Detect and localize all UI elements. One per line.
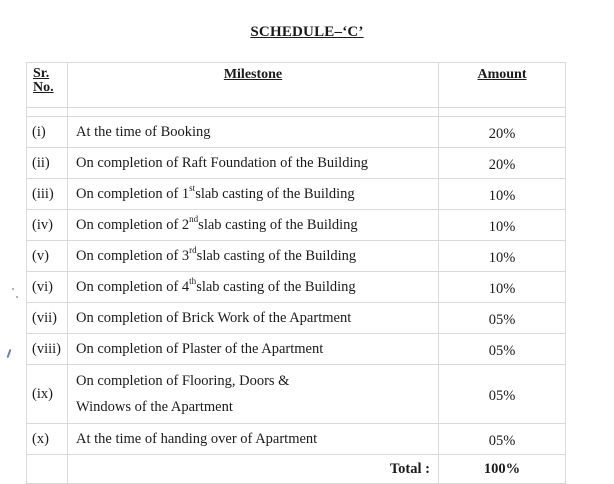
milestone-text: On completion of Flooring, Doors & (76, 373, 290, 389)
row-sr: (iii) (27, 179, 68, 210)
row-milestone (68, 334, 439, 365)
row-sr: (viii) (27, 334, 68, 365)
pen-mark (7, 349, 12, 358)
milestone-text: On completion of Brick Work of the Apartment (76, 309, 352, 326)
ordinal-suffix: st (189, 182, 196, 193)
header-row (27, 63, 566, 108)
milestone-text: On completion of Plaster of the Apartment (76, 340, 324, 357)
table-row (27, 179, 566, 210)
table-row (27, 117, 566, 148)
milestone-text-tail: slab casting of the Building (196, 278, 356, 295)
spacer-row (27, 108, 566, 117)
milestone-text-line2: Windows of the Apartment (76, 399, 233, 415)
milestone-text: At the time of Booking (76, 123, 211, 140)
table-row (27, 424, 566, 455)
sr-no-header (27, 63, 68, 108)
milestone-text-tail: slab casting of the Building (195, 185, 355, 202)
amount-header: Amount (439, 63, 566, 108)
scan-dot (16, 296, 18, 298)
milestone-text: At the time of handing over of Apartment (76, 430, 318, 447)
milestone-header: Milestone (68, 63, 439, 108)
table-row (27, 272, 566, 303)
total-label: Total : (68, 455, 439, 484)
row-sr: (vii) (27, 303, 68, 334)
milestone-text: On completion of 3 (76, 247, 190, 264)
milestone-text: On completion of 4 (76, 278, 190, 295)
milestone-text: On completion of 1 (76, 185, 190, 202)
row-amount: 05% (439, 365, 566, 424)
row-amount: 10% (439, 210, 566, 241)
row-milestone (68, 272, 439, 303)
sr-header-line1: Sr. (33, 66, 50, 81)
row-sr: (vi) (27, 272, 68, 303)
row-amount: 10% (439, 179, 566, 210)
row-sr: (iv) (27, 210, 68, 241)
milestone-text-tail: slab casting of the Building (198, 216, 358, 233)
row-milestone (68, 365, 439, 424)
row-sr: (v) (27, 241, 68, 272)
scan-dot (12, 288, 14, 290)
total-row (27, 455, 566, 484)
row-amount: 20% (439, 148, 566, 179)
total-empty-cell (27, 455, 68, 484)
row-sr: (ix) (27, 365, 68, 424)
row-amount: 20% (439, 117, 566, 148)
table-row (27, 303, 566, 334)
row-amount: 05% (439, 303, 566, 334)
table-row (27, 334, 566, 365)
total-value: 100% (439, 455, 566, 484)
row-amount: 05% (439, 424, 566, 455)
row-milestone (68, 179, 439, 210)
ordinal-suffix: nd (189, 213, 199, 224)
table-row (27, 210, 566, 241)
row-milestone (68, 117, 439, 148)
table-row (27, 365, 566, 424)
milestone-text: On completion of Raft Foundation of the Building (76, 154, 368, 171)
schedule-title: SCHEDULE–‘C’ (250, 24, 364, 40)
sr-header-line2: No. (33, 80, 54, 95)
row-milestone (68, 303, 439, 334)
table-row (27, 241, 566, 272)
ordinal-suffix: rd (189, 244, 197, 255)
row-milestone (68, 241, 439, 272)
row-milestone (68, 148, 439, 179)
milestone-text-tail: slab casting of the Building (196, 247, 357, 264)
milestone-text: On completion of 2 (76, 216, 190, 233)
row-amount: 05% (439, 334, 566, 365)
row-amount: 10% (439, 272, 566, 303)
row-sr: (x) (27, 424, 68, 455)
row-amount: 10% (439, 241, 566, 272)
row-milestone (68, 424, 439, 455)
row-sr: (ii) (27, 148, 68, 179)
row-milestone (68, 210, 439, 241)
payment-schedule-table (26, 62, 566, 484)
table-row (27, 148, 566, 179)
ordinal-suffix: th (189, 275, 197, 286)
row-sr: (i) (27, 117, 68, 148)
